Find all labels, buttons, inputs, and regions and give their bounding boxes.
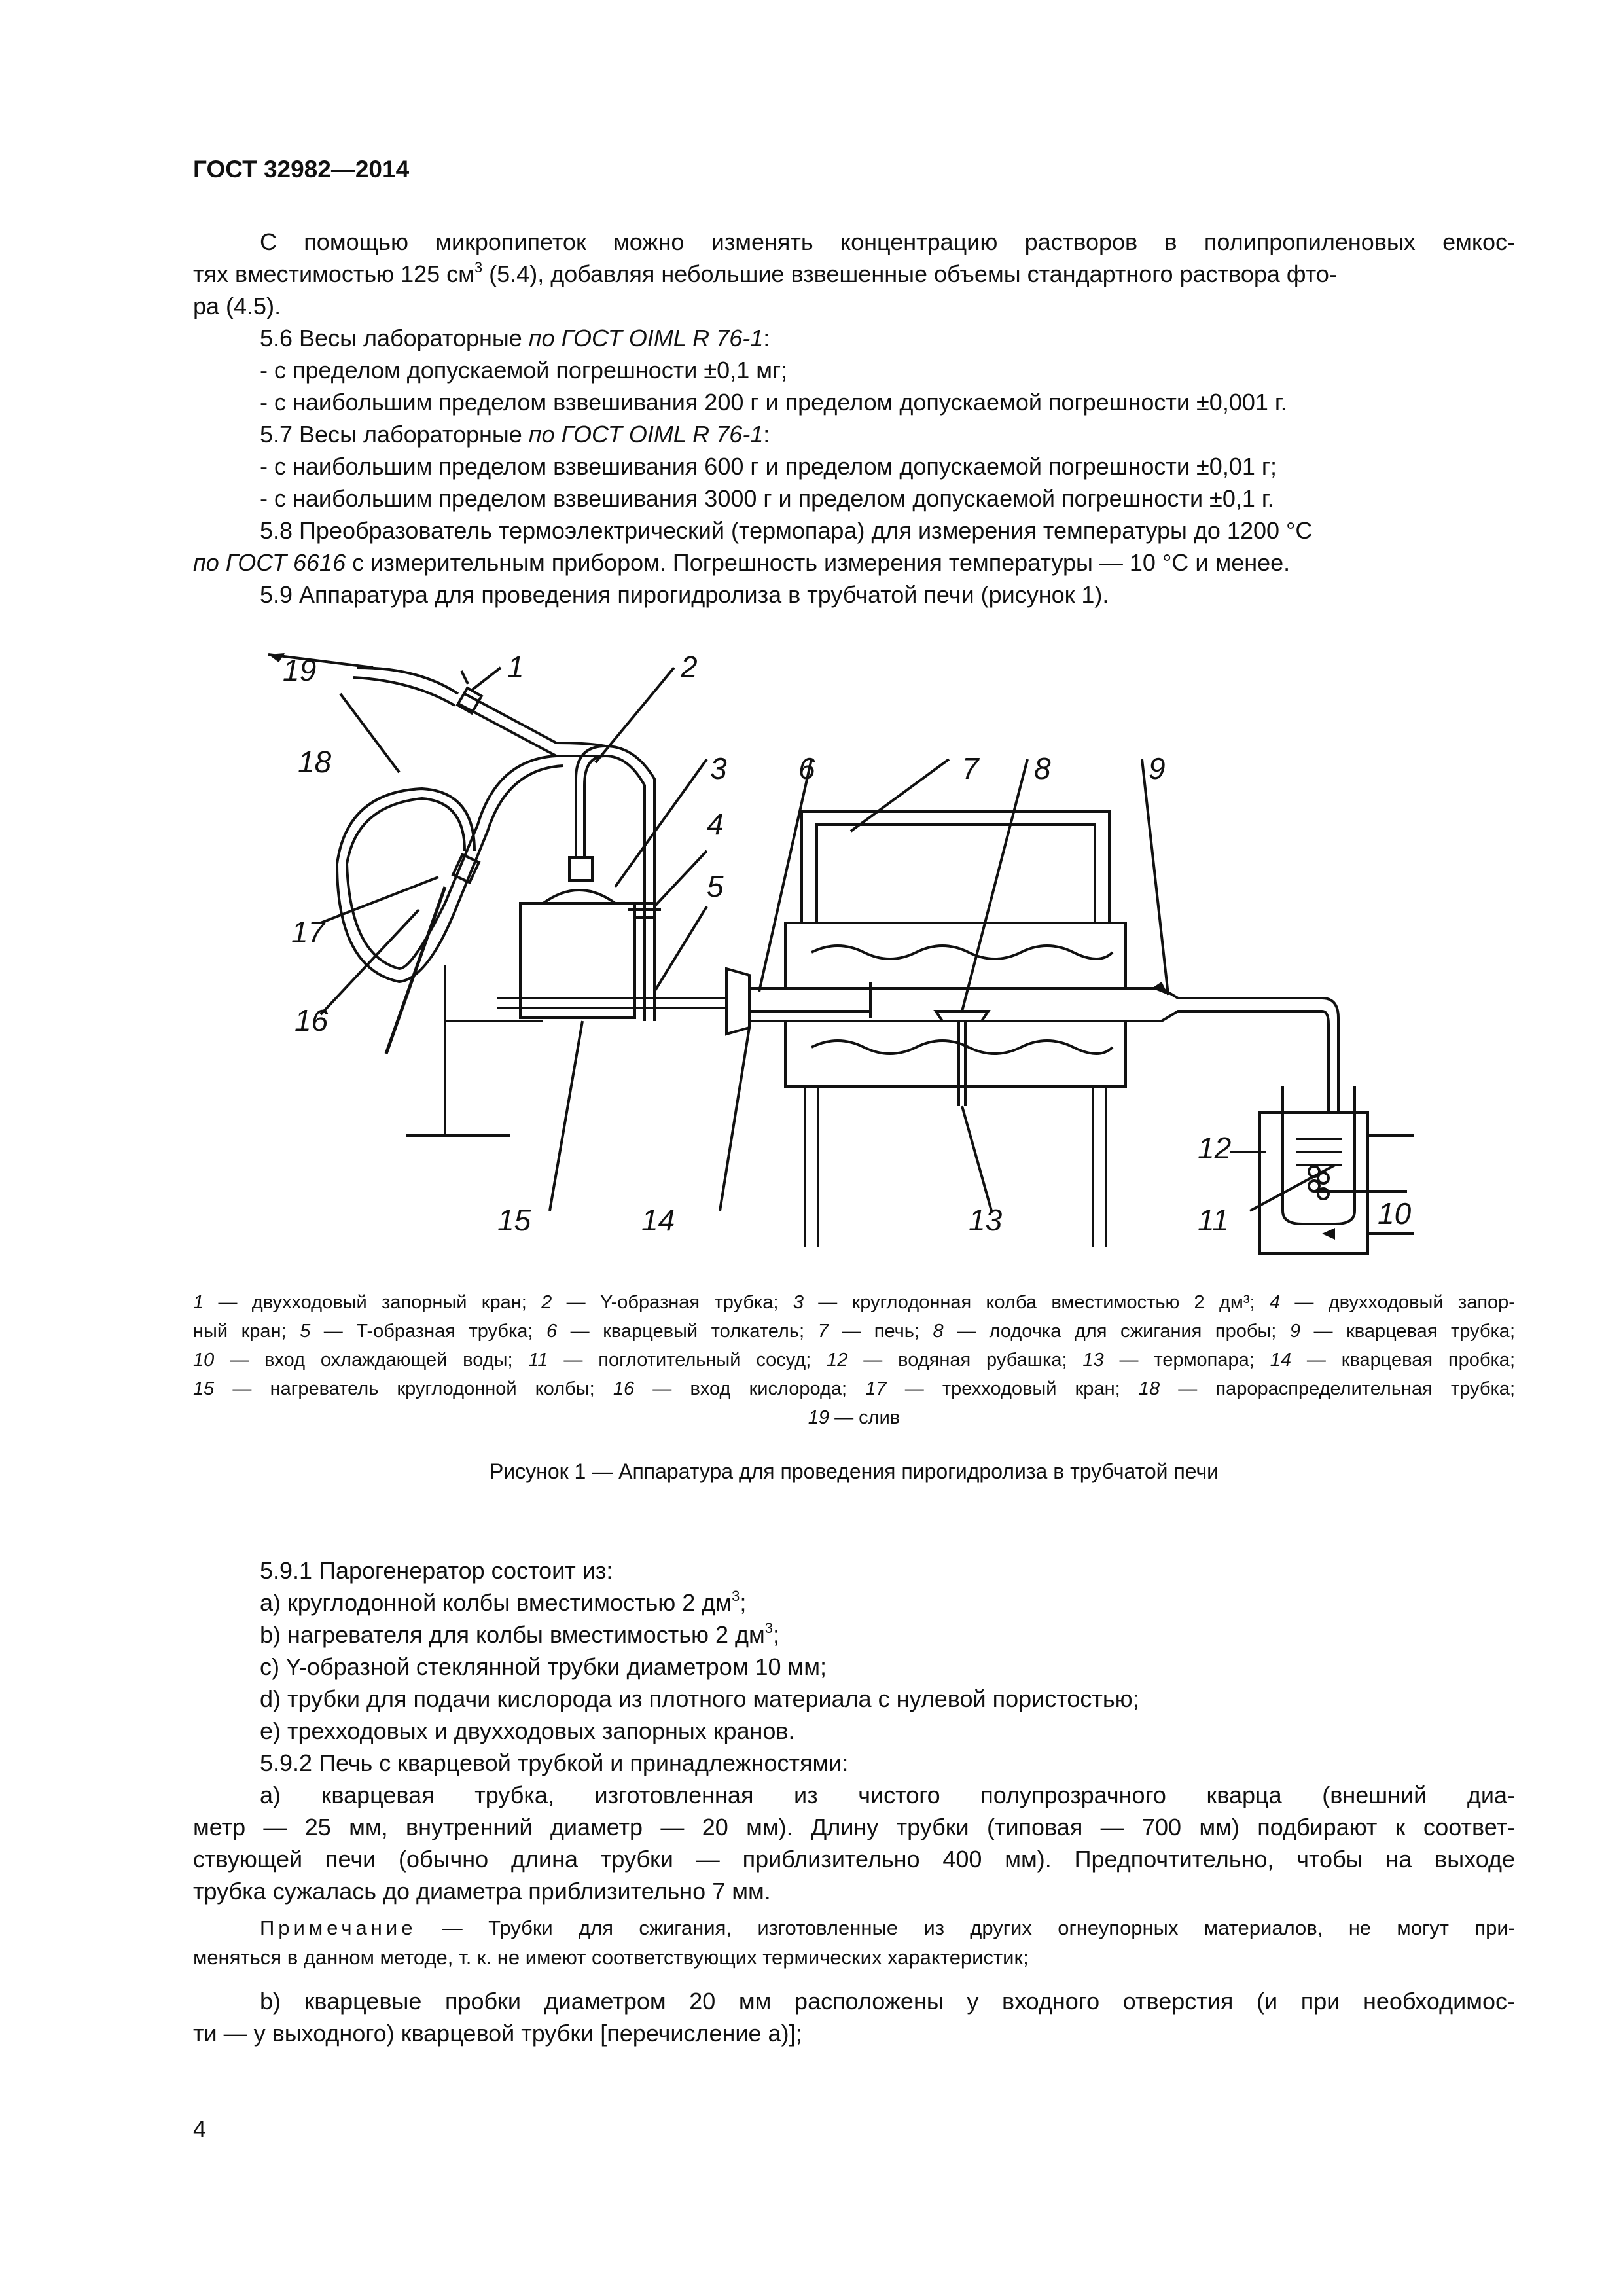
quartz-plug <box>726 969 749 1034</box>
label-7: 7 <box>962 751 979 785</box>
section-5-9-1 <box>193 1554 1515 1907</box>
section-5-9-2-b-line-1: b) кварцевые пробки диаметром 20 мм расположены у входного отверстия (и при необходимос- <box>260 1988 1515 2015</box>
furnace-jacket-lower <box>785 1021 1126 1086</box>
page-number: 4 <box>193 2115 207 2142</box>
label-19: 19 <box>283 653 317 687</box>
label-6: 6 <box>798 751 815 785</box>
section-5-9-1-b: b) нагревателя для колбы вместимостью 2 $дм^3$; <box>260 1620 779 1648</box>
label-11: 11 <box>1198 1203 1229 1237</box>
steam-distribution-tube <box>347 756 556 969</box>
label-2: 2 <box>681 650 698 684</box>
section-5-9-2-a-line-2: метр — 25 мм, внутренний диаметр — 20 мм). Длину трубки (типовая — 700 мм) подбирают к соответ- <box>193 1814 1515 1840</box>
thermocouple <box>959 1021 965 1106</box>
absorber-vessel <box>1283 1086 1355 1224</box>
label-12: 12 <box>1198 1131 1232 1165</box>
label-14: 14 <box>641 1203 675 1237</box>
intro-block <box>193 226 1515 611</box>
label-15: 15 <box>497 1203 531 1237</box>
section-5-7-item-2: - с наибольшим пределом взвешивания 3000 г и пределом допускаемой погрешности ±0,1 г. <box>260 485 1274 512</box>
section-5-9-1-e: e) трехходовых и двухходовых запорных кранов. <box>260 1717 795 1744</box>
legend-line-2: ный кран; 5 — T-образная трубка; 6 — кварцевый толкатель; 7 — печь; 8 — лодочка для сжигания пробы; 9 — кварцевая трубка; <box>193 1321 1515 1342</box>
intro-line-3: ра (4.5). <box>193 293 281 319</box>
section-5-9-2-a-line-1: a) кварцевая трубка, изготовленная из чистого полупрозрачного кварца (внешний диа- <box>260 1782 1515 1808</box>
legend-line-5: 19 — слив <box>808 1407 901 1428</box>
intro-line-1: С помощью микропипеток можно изменять концентрацию растворов в полипропиленовых емкос- <box>260 228 1515 255</box>
label-10: 10 <box>1378 1196 1412 1230</box>
section-5-7: 5.7 Весы лабораторные по ГОСТ OIML R 76-1: <box>260 421 770 448</box>
legend-line-1: 1 — двухходовый запорный кран; 2 — Y-образная трубка; 3 — круглодонная колба вместимостью 2 дм³; 4 — двухходовый запор- <box>193 1292 1515 1313</box>
section-5-8-line-2: по ГОСТ 6616 с измерительным прибором. Погрешность измерения температуры — 10 °С и менее. <box>193 549 1291 576</box>
label-13: 13 <box>969 1203 1003 1237</box>
furnace-inner <box>817 825 1095 923</box>
label-3: 3 <box>710 751 727 785</box>
section-5-9-2-a-line-4: трубка сужалась до диаметра приблизительно 7 мм. <box>193 1878 771 1905</box>
note-block <box>193 1913 1515 1972</box>
section-5-9: 5.9 Аппаратура для проведения пирогидролиза в трубчатой печи (рисунок 1). <box>260 581 1109 608</box>
water-jacket <box>1260 1113 1368 1253</box>
intro-line-2: тях вместимостью 125 $см^3$ (5.4), добавляя небольшие взвешенные объемы стандартного раствора фто- <box>193 259 1337 287</box>
stand <box>406 965 543 1136</box>
section-5-8-line-1: 5.8 Преобразователь термоэлектрический (термопара) для измерения температуры до 1200 °С <box>260 517 1313 544</box>
combustion-boat <box>936 1011 988 1021</box>
document-header: ГОСТ 32982—2014 <box>193 156 410 183</box>
quartz-tube <box>749 988 1322 1021</box>
label-18: 18 <box>298 745 332 779</box>
label-16: 16 <box>294 1003 329 1037</box>
label-5: 5 <box>707 869 724 903</box>
label-8: 8 <box>1034 751 1051 785</box>
figure-legend <box>193 1288 1515 1432</box>
note-line-1: Примечание — Трубки для сжигания, изготовленные из других огнеупорных материалов, не могут при- <box>260 1916 1515 1939</box>
flask-heater <box>520 903 635 1018</box>
section-5-6: 5.6 Весы лабораторные по ГОСТ OIML R 76-1: <box>260 325 770 351</box>
note-line-2: меняться в данном методе, т. к. не имеют соответствующих термических характеристик; <box>193 1946 1029 1969</box>
label-17: 17 <box>291 915 325 949</box>
section-5-9-2-b <box>193 1985 1515 2049</box>
furnace-top <box>802 812 1109 923</box>
y-tube <box>576 746 654 1021</box>
legend-line-4: 15 — нагреватель круглодонной колбы; 16 — вход кислорода; 17 — трехходовый кран; 18 — парораспределительная трубка; <box>193 1378 1515 1399</box>
section-5-9-2-a-line-3: ствующей печи (обычно длина трубки — приблизительно 400 мм). Предпочтительно, чтобы на выходе <box>193 1846 1515 1873</box>
section-5-9-1-d: d) трубки для подачи кислорода из плотного материала с нулевой пористостью; <box>260 1685 1139 1712</box>
section-5-9-1-a: a) круглодонной колбы вместимостью 2 $дм^3$; <box>260 1588 747 1616</box>
furnace-jacket-upper <box>785 923 1126 988</box>
section-5-9-2-b-line-2: ти — у выходного) кварцевой трубки [перечисление a)]; <box>193 2020 802 2047</box>
label-1: 1 <box>507 650 524 684</box>
round-flask-neck <box>569 857 592 880</box>
section-5-6-item-1: - с пределом допускаемой погрешности ±0,1 мг; <box>260 357 788 384</box>
section-5-7-item-1: - с наибольшим пределом взвешивания 600 г и пределом допускаемой погрешности ±0,01 г; <box>260 453 1277 480</box>
section-5-9-1-c: c) Y-образной стеклянной трубки диаметром 10 мм; <box>260 1653 827 1680</box>
section-5-9-1-title: 5.9.1 Парогенератор состоит из: <box>260 1557 613 1584</box>
label-9: 9 <box>1149 751 1166 785</box>
section-5-6-item-2: - с наибольшим пределом взвешивания 200 г и пределом допускаемой погрешности ±0,001 г. <box>260 389 1287 416</box>
section-5-9-2-title: 5.9.2 Печь с кварцевой трубкой и принадлежностями: <box>260 1749 849 1776</box>
label-4: 4 <box>707 807 724 841</box>
apparatus-figure <box>249 628 1414 1270</box>
legend-line-3: 10 — вход охлаждающей воды; 11 — поглотительный сосуд; 12 — водяная рубашка; 13 — термопара; 14 — кварцевая пробка; <box>193 1350 1515 1371</box>
figure-caption: Рисунок 1 — Аппаратура для проведения пирогидролиза в трубчатой печи <box>489 1460 1219 1483</box>
